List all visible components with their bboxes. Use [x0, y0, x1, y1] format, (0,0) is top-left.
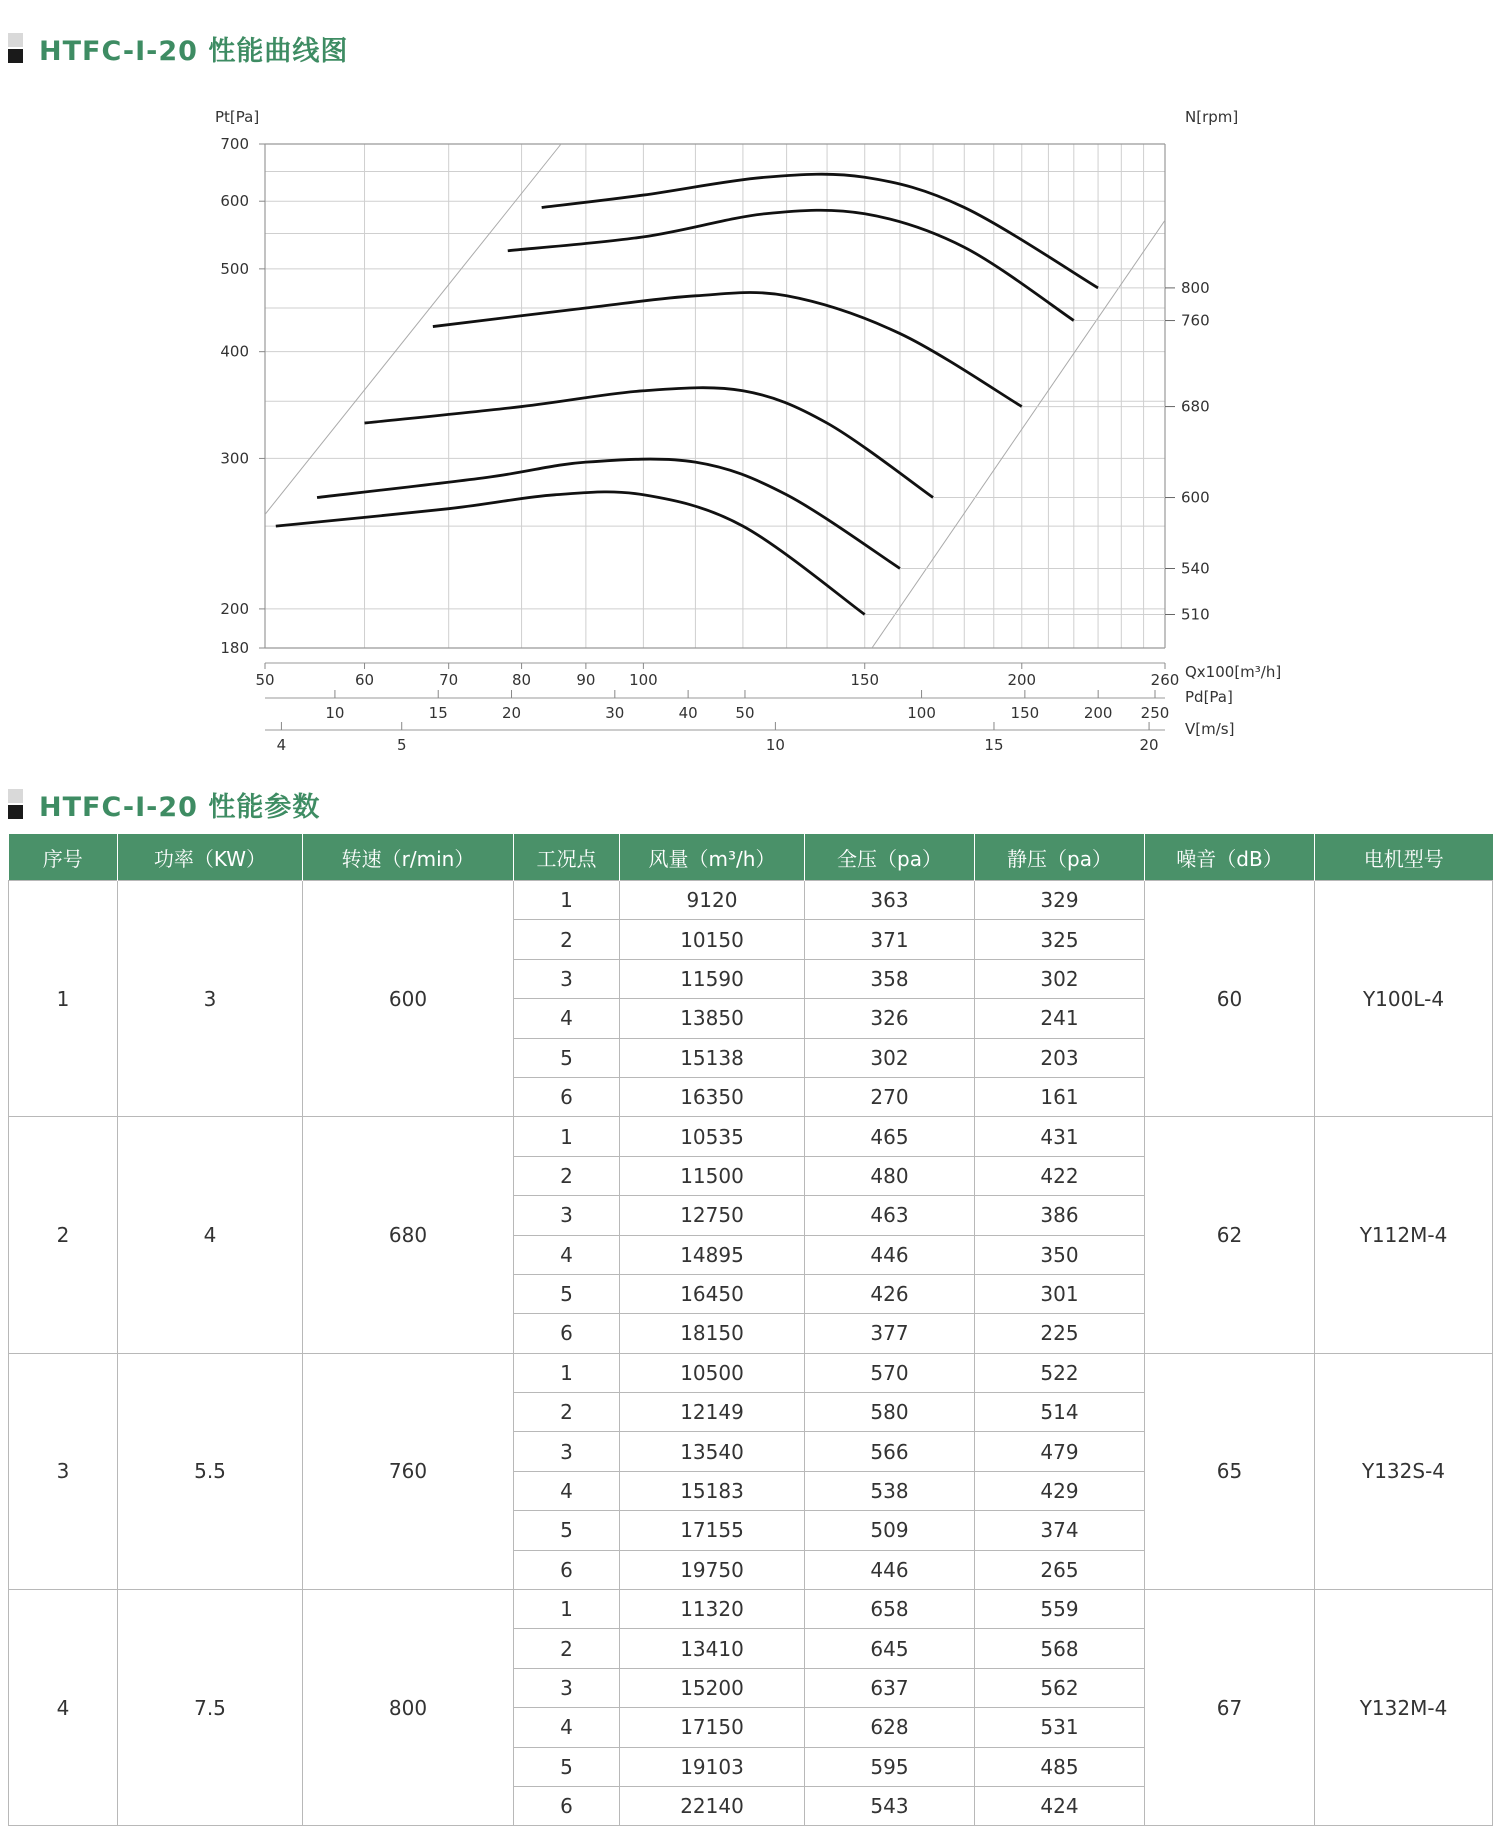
q-axis-label: Qx100[m³/h]: [1185, 663, 1282, 681]
cell-point: 3: [514, 1432, 620, 1471]
q-tick-label-80: 80: [512, 671, 532, 689]
cell-point: 4: [514, 999, 620, 1038]
right-tick-label-800: 800: [1181, 278, 1210, 297]
right-tick-label-680: 680: [1181, 397, 1210, 416]
cell-airflow: 15183: [620, 1471, 805, 1510]
cell-airflow: 13850: [620, 999, 805, 1038]
cell-speed: 800: [303, 1590, 514, 1826]
header-point: 工况点: [514, 834, 620, 881]
y-tick-label-200: 200: [220, 599, 249, 618]
table-row: [9, 1117, 1493, 1156]
right-tick-label-760: 760: [1181, 311, 1210, 330]
cell-airflow: 9120: [620, 881, 805, 920]
cell-point: 1: [514, 1117, 620, 1156]
header-motor: 电机型号: [1315, 834, 1493, 881]
q-tick-label-150: 150: [850, 671, 880, 689]
cell-total-pressure: 570: [805, 1353, 975, 1392]
cell-static-pressure: 225: [975, 1314, 1145, 1353]
y-tick-label-500: 500: [220, 259, 249, 278]
cell-total-pressure: 371: [805, 920, 975, 959]
cell-static-pressure: 265: [975, 1550, 1145, 1589]
cell-total-pressure: 538: [805, 1471, 975, 1510]
cell-total-pressure: 645: [805, 1629, 975, 1668]
cell-total-pressure: 480: [805, 1156, 975, 1195]
cell-total-pressure: 465: [805, 1117, 975, 1156]
cell-total-pressure: 270: [805, 1077, 975, 1116]
cell-static-pressure: 374: [975, 1511, 1145, 1550]
cell-static-pressure: 562: [975, 1668, 1145, 1707]
cell-airflow: 17150: [620, 1708, 805, 1747]
cell-static-pressure: 241: [975, 999, 1145, 1038]
cell-static-pressure: 514: [975, 1393, 1145, 1432]
v-tick-label-10: 10: [765, 736, 785, 754]
cell-point: 1: [514, 1590, 620, 1629]
curve-800-rpm: [542, 174, 1098, 288]
performance-table: [8, 834, 1493, 1826]
cell-motor: Y132S-4: [1315, 1353, 1493, 1589]
cell-total-pressure: 595: [805, 1747, 975, 1786]
header-speed: 转速（r/min）: [303, 834, 514, 881]
cell-point: 2: [514, 1629, 620, 1668]
cell-static-pressure: 203: [975, 1038, 1145, 1077]
cell-total-pressure: 637: [805, 1668, 975, 1707]
cell-point: 4: [514, 1471, 620, 1510]
cell-total-pressure: 363: [805, 881, 975, 920]
cell-airflow: 16450: [620, 1274, 805, 1313]
cell-total-pressure: 580: [805, 1393, 975, 1432]
cell-no: 3: [9, 1353, 118, 1589]
cell-total-pressure: 446: [805, 1235, 975, 1274]
q-tick-label-100: 100: [629, 671, 658, 689]
pd-tick-label-50: 50: [735, 704, 755, 722]
cell-airflow: 10535: [620, 1117, 805, 1156]
cell-static-pressure: 301: [975, 1274, 1145, 1313]
y-tick-label-180: 180: [220, 639, 249, 657]
cell-motor: Y132M-4: [1315, 1590, 1493, 1826]
cell-airflow: 11500: [620, 1156, 805, 1195]
cell-no: 1: [9, 881, 118, 1117]
cell-total-pressure: 658: [805, 1590, 975, 1629]
cell-static-pressure: 422: [975, 1156, 1145, 1195]
cell-static-pressure: 479: [975, 1432, 1145, 1471]
cell-point: 6: [514, 1077, 620, 1116]
curve-760-rpm: [508, 210, 1074, 320]
right-tick-label-600: 600: [1181, 488, 1210, 507]
title-marker-icon: [8, 33, 23, 63]
cell-noise: 67: [1145, 1590, 1315, 1826]
cell-power: 4: [118, 1117, 303, 1353]
cell-noise: 65: [1145, 1353, 1315, 1589]
cell-total-pressure: 463: [805, 1196, 975, 1235]
cell-total-pressure: 509: [805, 1511, 975, 1550]
pd-tick-label-250: 250: [1140, 704, 1170, 722]
cell-static-pressure: 522: [975, 1353, 1145, 1392]
cell-point: 5: [514, 1747, 620, 1786]
cell-power: 7.5: [118, 1590, 303, 1826]
v-tick-label-5: 5: [396, 736, 407, 754]
cell-total-pressure: 628: [805, 1708, 975, 1747]
cell-speed: 680: [303, 1117, 514, 1353]
cell-airflow: 14895: [620, 1235, 805, 1274]
cell-speed: 600: [303, 881, 514, 1117]
cell-airflow: 17155: [620, 1511, 805, 1550]
table-row: [9, 881, 1493, 920]
cell-airflow: 11590: [620, 959, 805, 998]
header-power: 功率（KW）: [118, 834, 303, 881]
pd-tick-label-100: 100: [907, 704, 936, 722]
cell-point: 1: [514, 881, 620, 920]
right-tick-label-510: 510: [1181, 605, 1210, 624]
cell-no: 4: [9, 1590, 118, 1826]
cell-airflow: 10150: [620, 920, 805, 959]
cell-point: 5: [514, 1274, 620, 1313]
cell-total-pressure: 326: [805, 999, 975, 1038]
cell-static-pressure: 531: [975, 1708, 1145, 1747]
cell-airflow: 19103: [620, 1747, 805, 1786]
header-static-pressure: 静压（pa）: [975, 834, 1145, 881]
cell-static-pressure: 559: [975, 1590, 1145, 1629]
header-noise: 噪音（dB）: [1145, 834, 1315, 881]
cell-airflow: 15138: [620, 1038, 805, 1077]
table-header-row: [9, 834, 1493, 881]
cell-airflow: 16350: [620, 1077, 805, 1116]
table-row: [9, 1590, 1493, 1629]
cell-airflow: 22140: [620, 1786, 805, 1825]
cell-static-pressure: 325: [975, 920, 1145, 959]
cell-motor: Y112M-4: [1315, 1117, 1493, 1353]
y-tick-label-700: 700: [220, 135, 249, 153]
cell-point: 3: [514, 959, 620, 998]
y-tick-label-400: 400: [220, 342, 249, 361]
cell-total-pressure: 358: [805, 959, 975, 998]
pd-tick-label-30: 30: [605, 704, 625, 722]
q-tick-label-60: 60: [354, 671, 375, 689]
q-tick-label-50: 50: [255, 671, 275, 689]
v-tick-label-4: 4: [276, 736, 287, 754]
cell-airflow: 19750: [620, 1550, 805, 1589]
pd-tick-label-15: 15: [428, 704, 448, 722]
cell-noise: 62: [1145, 1117, 1315, 1353]
cell-noise: 60: [1145, 881, 1315, 1117]
pd-tick-label-150: 150: [1010, 704, 1040, 722]
y-tick-label-300: 300: [220, 449, 249, 468]
title-marker-icon: [8, 789, 23, 819]
table-title: HTFC-I-20 性能参数: [39, 791, 321, 823]
cell-static-pressure: 161: [975, 1077, 1145, 1116]
y-tick-label-600: 600: [220, 192, 249, 211]
pd-tick-label-10: 10: [325, 704, 345, 722]
header-total-pressure: 全压（pa）: [805, 834, 975, 881]
v-axis-label: V[m/s]: [1185, 720, 1235, 738]
cell-static-pressure: 302: [975, 959, 1145, 998]
cell-airflow: 12149: [620, 1393, 805, 1432]
q-tick-label-200: 200: [1007, 671, 1037, 689]
cell-motor: Y100L-4: [1315, 881, 1493, 1117]
cell-airflow: 12750: [620, 1196, 805, 1235]
cell-static-pressure: 386: [975, 1196, 1145, 1235]
cell-point: 5: [514, 1511, 620, 1550]
chart-section-title: [8, 28, 348, 68]
cell-point: 4: [514, 1708, 620, 1747]
pd-tick-label-40: 40: [678, 704, 698, 722]
cell-point: 2: [514, 920, 620, 959]
cell-static-pressure: 429: [975, 1471, 1145, 1510]
q-tick-label-260: 260: [1150, 671, 1180, 689]
cell-point: 2: [514, 1393, 620, 1432]
v-tick-label-15: 15: [984, 736, 1004, 754]
cell-point: 1: [514, 1353, 620, 1392]
cell-total-pressure: 302: [805, 1038, 975, 1077]
right-tick-label-540: 540: [1181, 559, 1210, 578]
cell-total-pressure: 426: [805, 1274, 975, 1313]
cell-point: 3: [514, 1196, 620, 1235]
cell-static-pressure: 329: [975, 881, 1145, 920]
cell-airflow: 13540: [620, 1432, 805, 1471]
cell-airflow: 15200: [620, 1668, 805, 1707]
header-airflow: 风量（m³/h）: [620, 834, 805, 881]
cell-power: 3: [118, 881, 303, 1117]
performance-chart: [0, 90, 1502, 780]
cell-point: 5: [514, 1038, 620, 1077]
cell-no: 2: [9, 1117, 118, 1353]
cell-airflow: 18150: [620, 1314, 805, 1353]
pd-tick-label-200: 200: [1083, 704, 1113, 722]
cell-static-pressure: 485: [975, 1747, 1145, 1786]
cell-point: 6: [514, 1786, 620, 1825]
table-row: [9, 1353, 1493, 1392]
v-tick-label-20: 20: [1139, 736, 1159, 754]
q-tick-label-70: 70: [439, 671, 459, 689]
cell-point: 6: [514, 1550, 620, 1589]
cell-point: 6: [514, 1314, 620, 1353]
cell-point: 4: [514, 1235, 620, 1274]
header-no: 序号: [9, 834, 118, 881]
cell-total-pressure: 446: [805, 1550, 975, 1589]
q-tick-label-90: 90: [576, 671, 596, 689]
y-axis-label: Pt[Pa]: [215, 108, 260, 126]
cell-static-pressure: 350: [975, 1235, 1145, 1274]
cell-airflow: 13410: [620, 1629, 805, 1668]
cell-point: 3: [514, 1668, 620, 1707]
cell-total-pressure: 377: [805, 1314, 975, 1353]
chart-title: HTFC-I-20 性能曲线图: [39, 35, 349, 67]
cell-speed: 760: [303, 1353, 514, 1589]
cell-point: 2: [514, 1156, 620, 1195]
cell-static-pressure: 568: [975, 1629, 1145, 1668]
cell-static-pressure: 424: [975, 1786, 1145, 1825]
cell-power: 5.5: [118, 1353, 303, 1589]
table-section-title: [8, 784, 320, 824]
cell-total-pressure: 543: [805, 1786, 975, 1825]
cell-airflow: 10500: [620, 1353, 805, 1392]
cell-total-pressure: 566: [805, 1432, 975, 1471]
cell-static-pressure: 431: [975, 1117, 1145, 1156]
pd-axis-label: Pd[Pa]: [1185, 688, 1233, 706]
cell-airflow: 11320: [620, 1590, 805, 1629]
right-axis-label: N[rpm]: [1185, 108, 1239, 126]
pd-tick-label-20: 20: [501, 704, 522, 722]
